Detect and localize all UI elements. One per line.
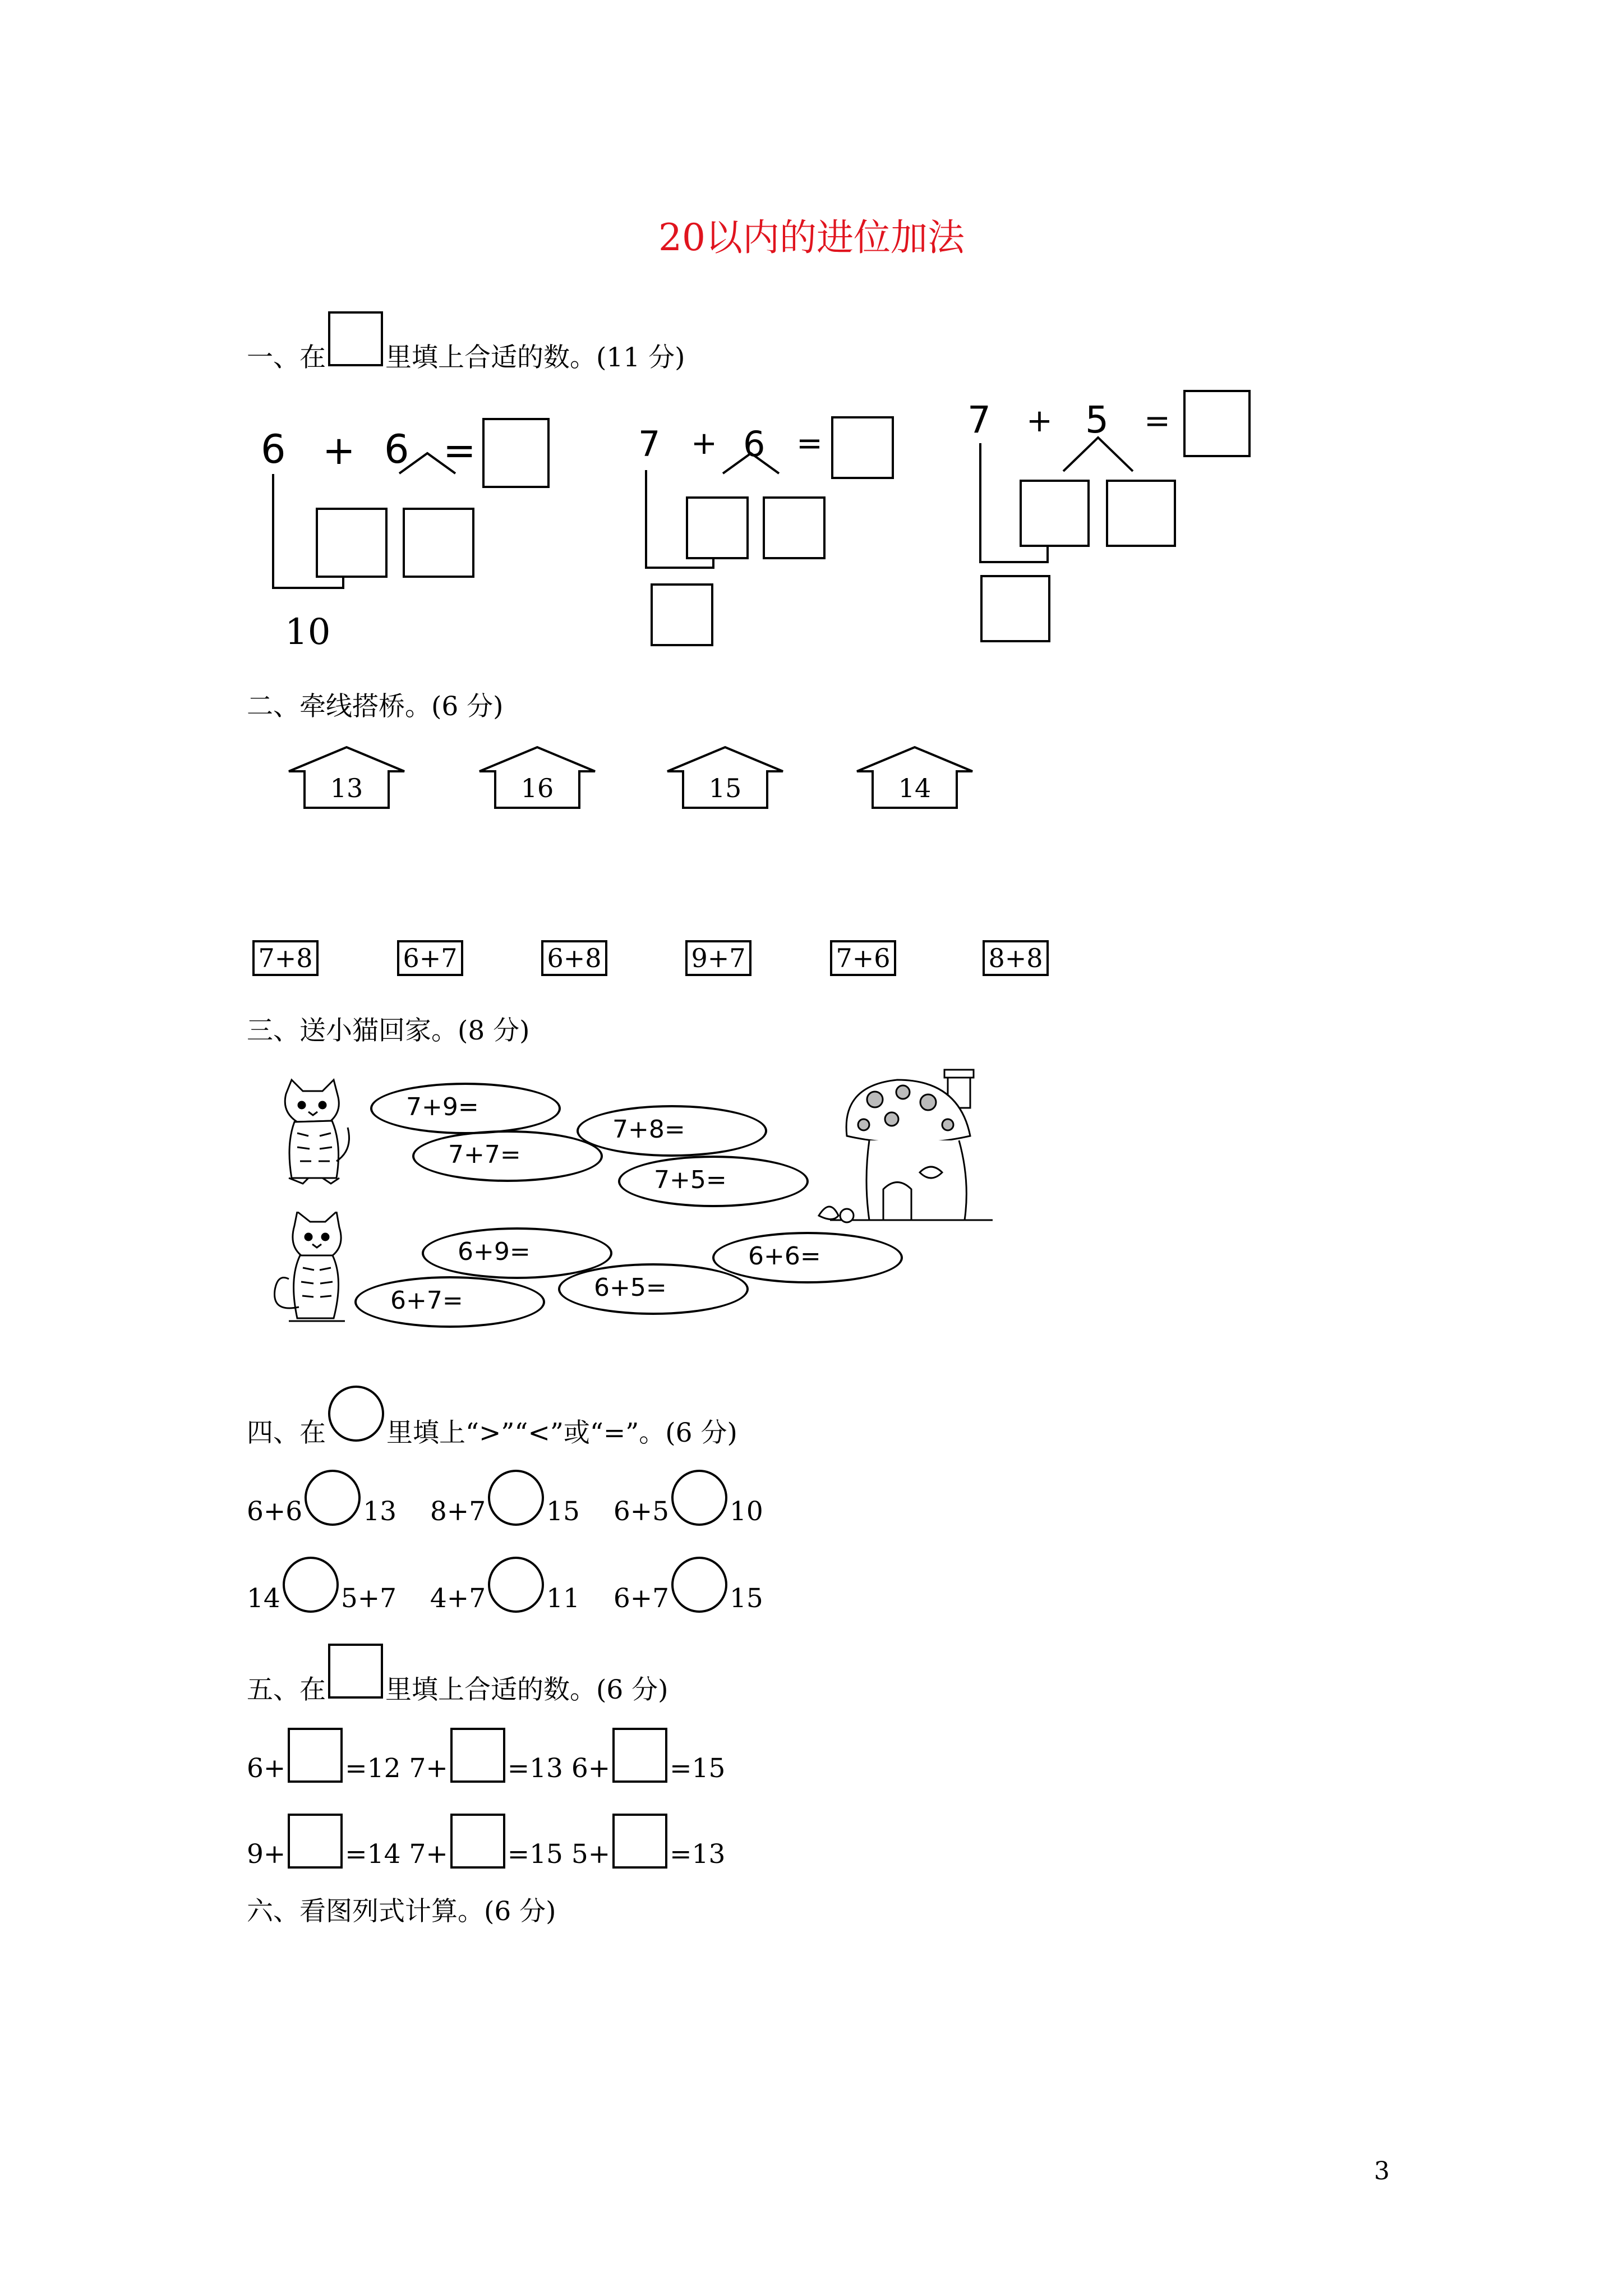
ten-hint: 10 <box>285 611 331 653</box>
house-number: 16 <box>520 773 554 803</box>
compare-circle[interactable] <box>671 1470 727 1526</box>
answer-box[interactable] <box>1183 390 1251 457</box>
circle-blank-icon <box>328 1386 384 1442</box>
fill-box[interactable] <box>612 1728 667 1783</box>
expression-card[interactable]: 7+8 <box>252 940 319 976</box>
fill-box[interactable] <box>288 1728 343 1783</box>
compare-circle[interactable] <box>305 1470 361 1526</box>
expression-card[interactable]: 7+6 <box>830 940 896 976</box>
house-outlines <box>0 740 1623 819</box>
house-number: 13 <box>330 773 363 803</box>
number-b: 5 <box>1085 398 1109 441</box>
number-a: 7 <box>638 424 661 464</box>
fill-box[interactable] <box>450 1814 505 1869</box>
equals-sign: = <box>1144 403 1170 439</box>
mushroom-house-icon <box>808 1069 993 1231</box>
expression-oval: 6+9= <box>422 1227 612 1279</box>
fill-box[interactable] <box>612 1814 667 1869</box>
expression-card[interactable]: 9+7 <box>685 940 751 976</box>
answer-box[interactable] <box>482 418 550 488</box>
compare-circle[interactable] <box>488 1470 544 1526</box>
section6-heading: 六、看图列式计算。(6 分) <box>247 1896 556 1927</box>
decomposition-lines <box>0 0 1623 673</box>
ten-box[interactable] <box>980 575 1050 642</box>
cat-icon <box>266 1212 362 1329</box>
section5-heading: 五、在 里填上合适的数。(6 分) <box>247 1644 668 1706</box>
expression-card[interactable]: 8+8 <box>983 940 1049 976</box>
equals-sign: = <box>796 425 823 462</box>
section1-heading: 一、在 里填上合适的数。(11 分) <box>247 311 685 374</box>
fill-box[interactable] <box>288 1814 343 1869</box>
number-a: 6 <box>261 426 286 472</box>
plus-sign: + <box>691 425 717 462</box>
house-number: 15 <box>708 773 742 803</box>
expression-card[interactable]: 6+7 <box>397 940 463 976</box>
split-box[interactable] <box>686 496 749 559</box>
answer-box-icon <box>328 1644 383 1699</box>
compare-circle[interactable] <box>671 1557 727 1613</box>
expression-oval: 7+8= <box>577 1105 767 1157</box>
split-box[interactable] <box>403 508 474 578</box>
fill-box[interactable] <box>450 1728 505 1783</box>
fill-row: 9+ =14 7+ =15 5+ =13 <box>247 1814 725 1870</box>
expression-card[interactable]: 6+8 <box>541 940 607 976</box>
section4-heading: 四、在 里填上“>”“<”或“=”。(6 分) <box>247 1386 737 1450</box>
page-title: 20以内的进位加法 <box>658 216 965 259</box>
plus-sign: + <box>1026 403 1053 439</box>
expression-oval: 6+5= <box>558 1263 749 1315</box>
expression-oval: 6+6= <box>712 1232 903 1283</box>
answer-box[interactable] <box>831 416 894 479</box>
compare-row: 14 5+7 4+7 11 6+7 15 <box>247 1557 763 1614</box>
compare-row: 6+6 13 8+7 15 6+5 10 <box>247 1470 763 1527</box>
split-box[interactable] <box>1106 480 1176 547</box>
ten-box[interactable] <box>651 583 713 646</box>
section3-heading: 三、送小猫回家。(8 分) <box>247 1015 530 1046</box>
number-a: 7 <box>967 398 991 441</box>
number-b: 6 <box>743 424 766 464</box>
equals-sign: = <box>443 427 476 473</box>
plus-sign: + <box>322 427 356 473</box>
split-box[interactable] <box>1020 480 1090 547</box>
expression-oval: 7+7= <box>412 1130 603 1182</box>
split-box[interactable] <box>316 508 388 578</box>
compare-circle[interactable] <box>283 1557 339 1613</box>
split-box[interactable] <box>763 496 826 559</box>
fill-row: 6+ =12 7+ =13 6+ =15 <box>247 1728 725 1784</box>
house-number: 14 <box>898 773 932 803</box>
expression-oval: 7+9= <box>370 1083 561 1134</box>
expression-oval: 6+7= <box>354 1276 545 1328</box>
page-number: 3 <box>1374 2157 1390 2185</box>
expression-oval: 7+5= <box>618 1156 809 1207</box>
cat-icon <box>269 1077 359 1189</box>
compare-circle[interactable] <box>488 1557 544 1613</box>
section2-heading: 二、牵线搭桥。(6 分) <box>247 691 504 722</box>
number-b: 6 <box>384 426 409 472</box>
